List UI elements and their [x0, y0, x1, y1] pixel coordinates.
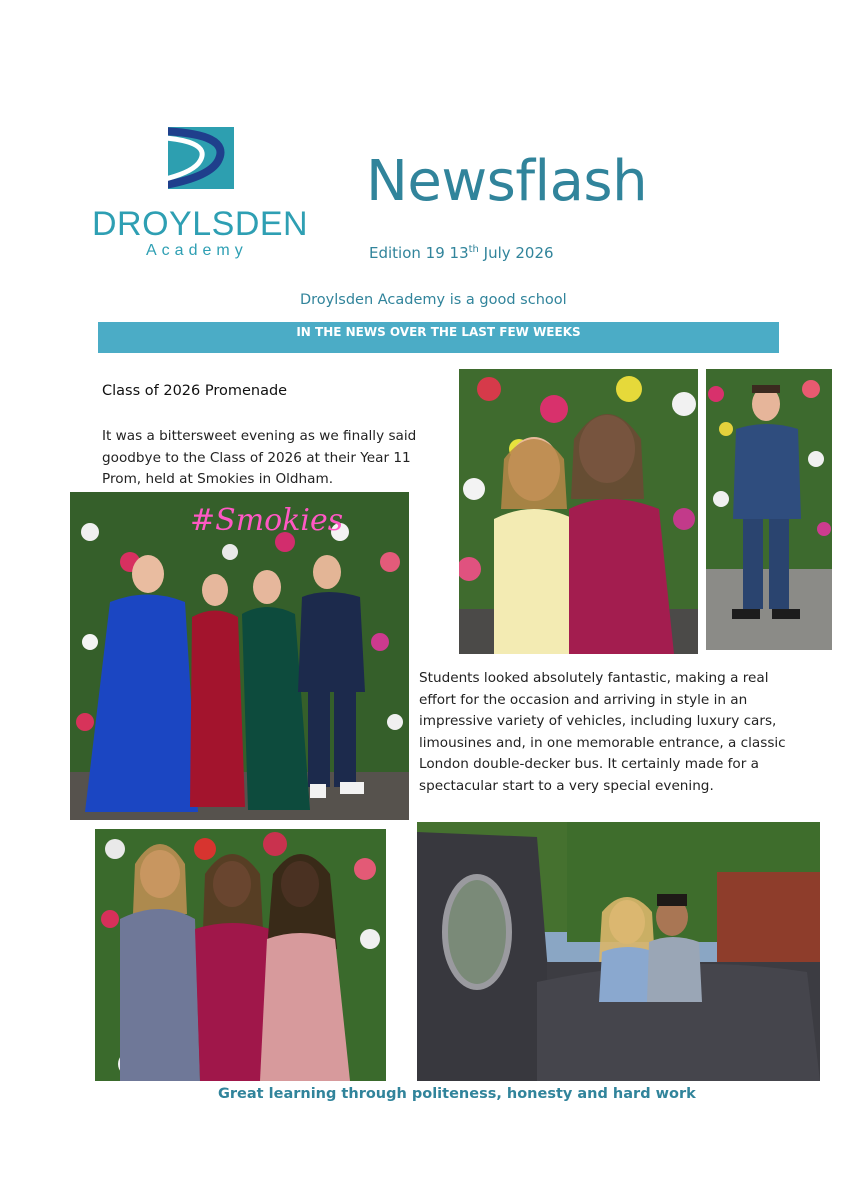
photo-couple-vintage-car [417, 822, 820, 1081]
edition-suffix: July 2026 [478, 244, 554, 262]
neon-sign-text: #Smokies [190, 503, 344, 538]
edition-ordinal: th [468, 244, 479, 255]
story-intro-paragraph: It was a bittersweet evening as we finally said goodbye to the Class of 2026 at their Year 11 Prom, held at Smokies in Oldham. [102, 428, 417, 487]
story-body-paragraph: Students looked absolutely fantastic, making a real effort for the occasion and arriving in style in an impressive variety of vehicles, including luxury cars, limousines and, in one memorable entrance, a classic London double-decker bus. It certainly made for a spectacular start to a very special evening. [419, 670, 786, 794]
section-banner [98, 322, 779, 353]
newsletter-title: Newsflash [366, 149, 648, 214]
school-motto-footer: Great learning through politeness, honesty and hard work [218, 1086, 696, 1102]
story-heading: Class of 2026 Promenade [102, 383, 288, 399]
school-tagline: Droylsden Academy is a good school [300, 292, 567, 308]
photo-two-girls [459, 369, 698, 654]
photo-boy-in-suit [706, 369, 832, 650]
photo-group-of-four [70, 492, 409, 820]
section-banner-text: IN THE NEWS OVER THE LAST FEW WEEKS [296, 325, 581, 339]
edition-line [369, 244, 554, 262]
photo-three-girls [95, 829, 386, 1081]
school-logo-mark [168, 127, 234, 189]
school-logo-name: DROYLSDEN [92, 205, 309, 243]
edition-prefix: Edition 19 13 [369, 244, 469, 262]
school-logo-subtitle: Academy [146, 242, 248, 259]
